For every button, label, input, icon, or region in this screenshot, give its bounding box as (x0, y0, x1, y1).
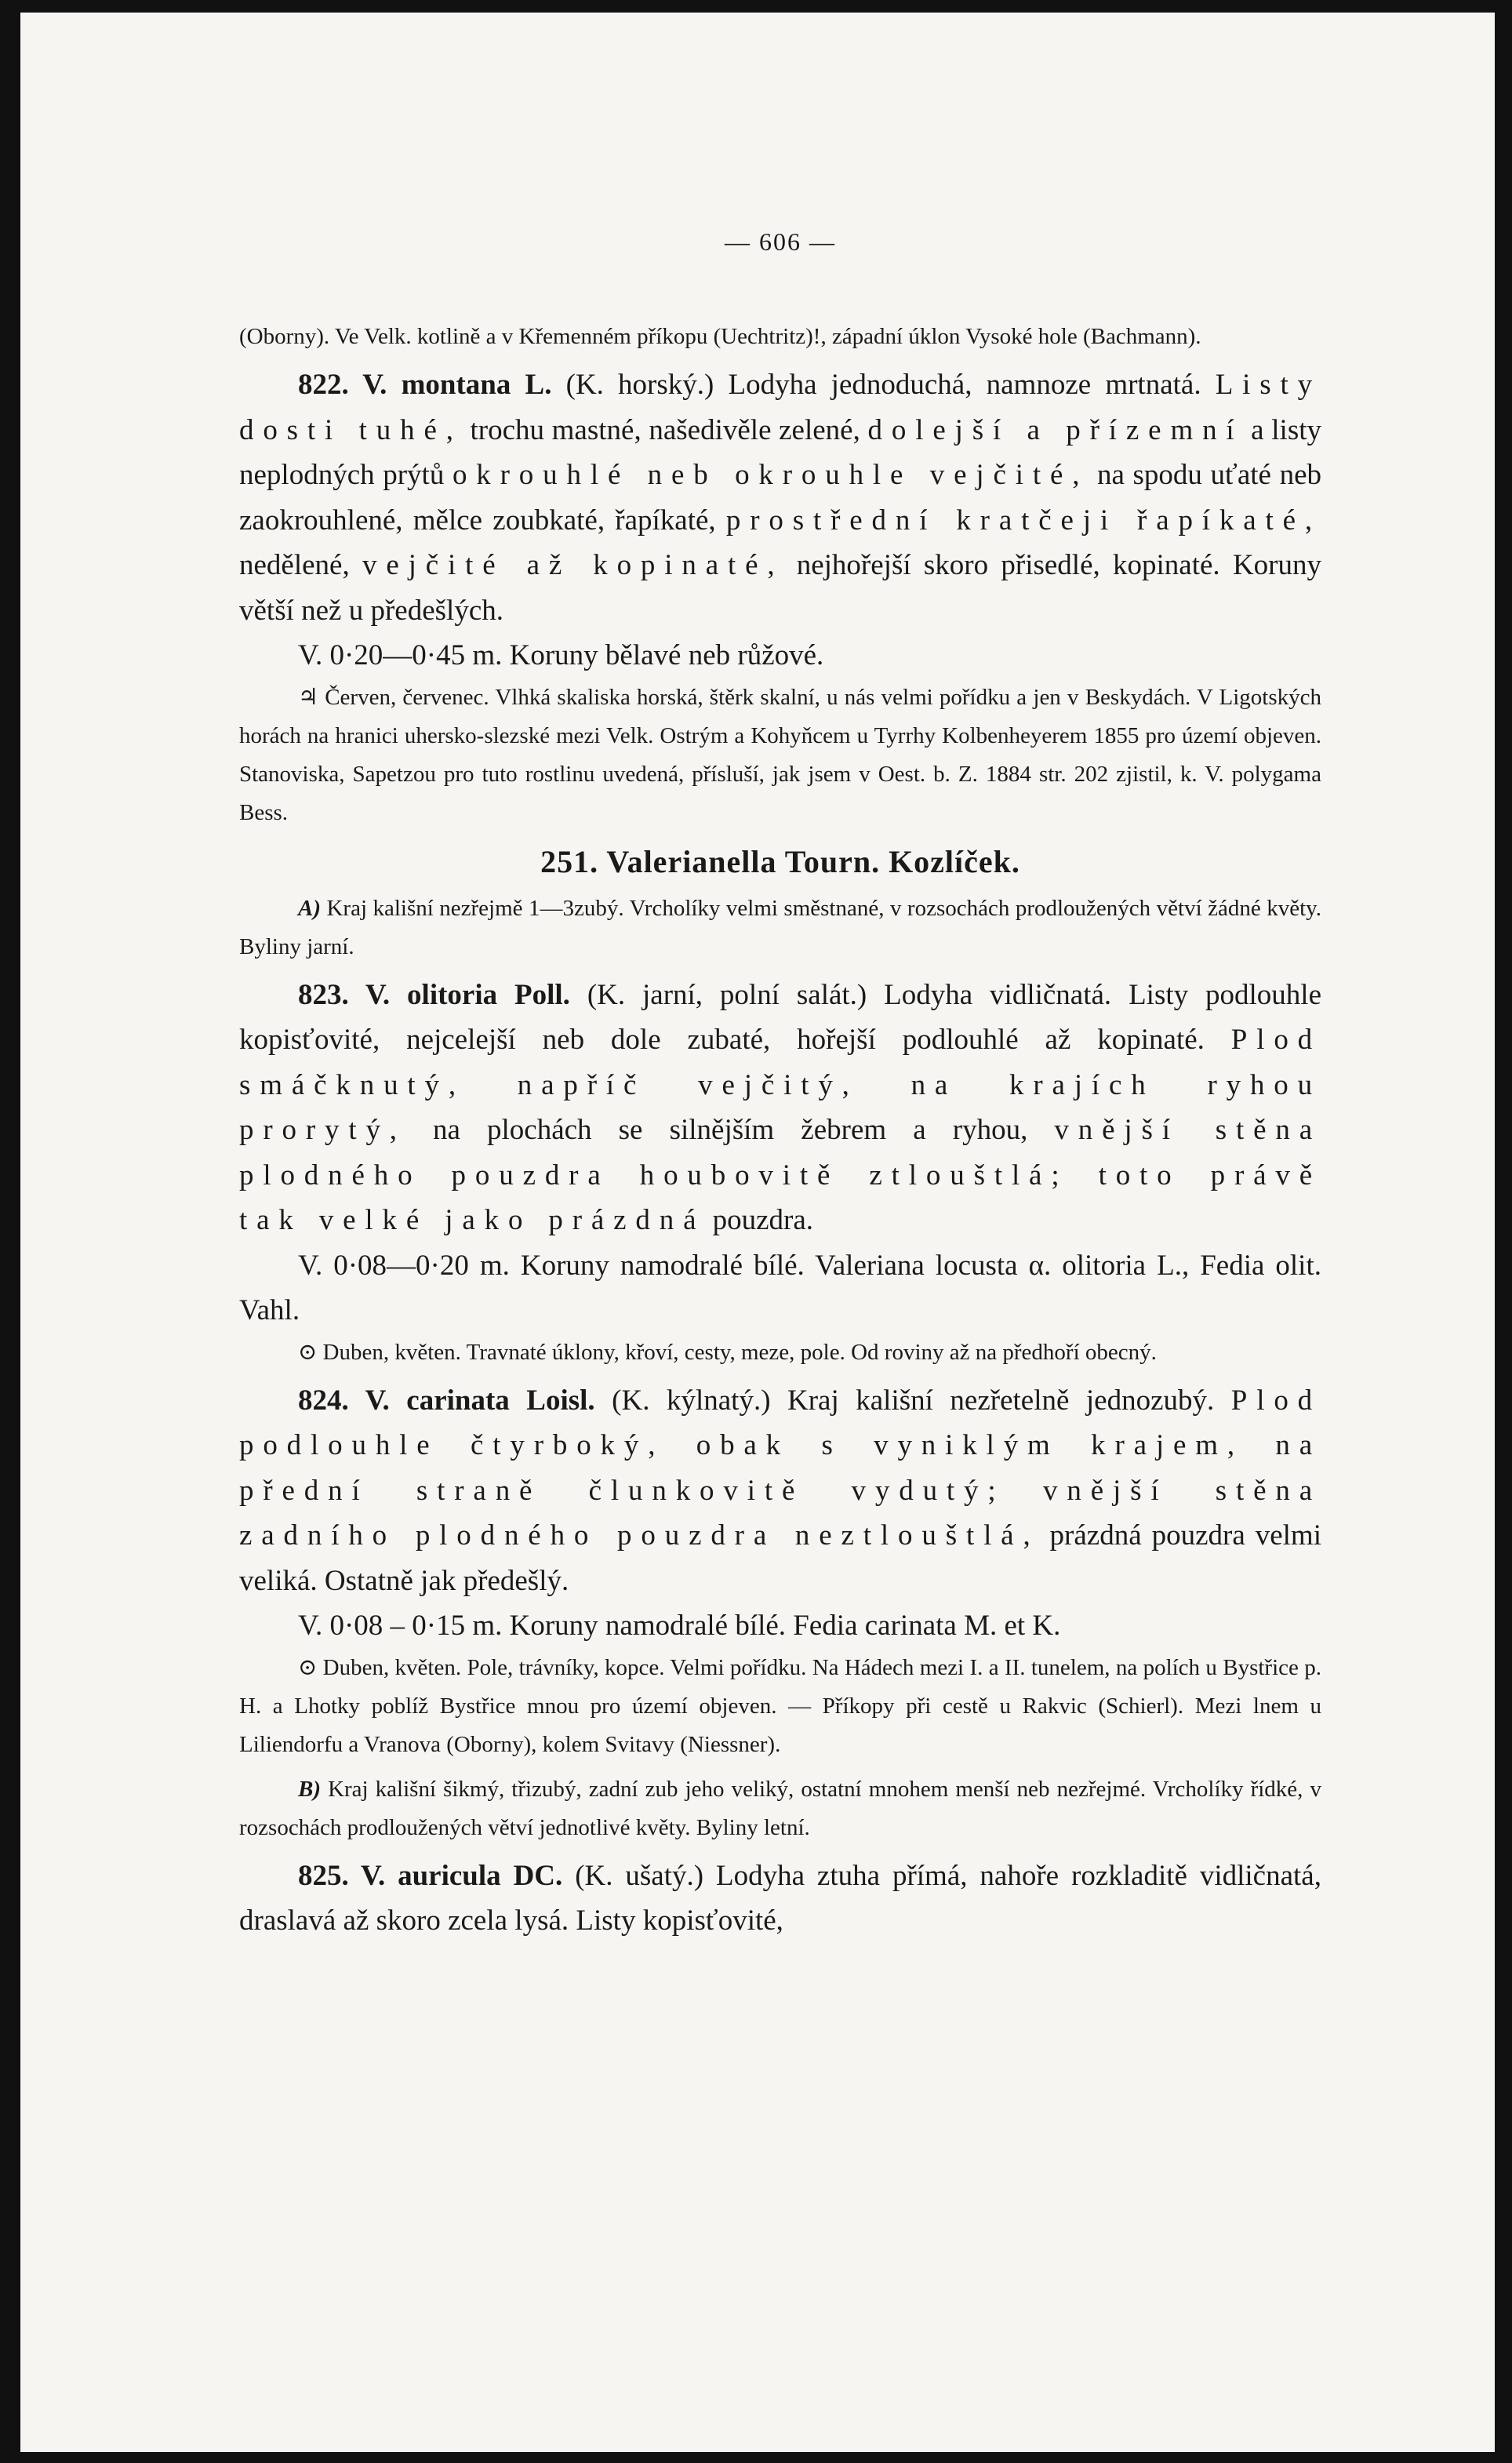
page-text (239, 227, 1321, 1944)
entry-823-spaced-1: Plod smáčknutý, napříč vejčitý, na krajích ryhou prorytý, (239, 1024, 1321, 1146)
entry-824-spaced-2: vnější stěna zadního plodného pouzdra neztlouštlá, (239, 1474, 1322, 1552)
entry-824-description (239, 1378, 1321, 1604)
entry-824-czech: (K. kýlnatý.) Kraj kališní nezřetelně jednozubý. (594, 1384, 1231, 1417)
entry-822-size: V. 0·20—0·45 m. Koruny bělavé neb růžové. (298, 639, 824, 671)
section-b-text: Kraj kališní šikmý, třizubý, zadní zub jeho veliký, ostatní mnohem menší neb nezřejmé. Vrcholíky řídké, v rozsochách prodloužených větví jednotlivé květy. Byliny letní. (239, 1776, 1321, 1840)
entry-822-spaced-4: prostřední kratčeji řapíkaté, (725, 504, 1321, 537)
scan-edge-left (0, 0, 20, 2463)
section-a-label: A) (298, 895, 321, 921)
section-a-text: Kraj kališní nezřejmě 1—3zubý. Vrcholíky velmi směstnané, v rozsochách prodloužených větví žádné květy. Byliny jarní. (239, 895, 1321, 959)
entry-822-text-2: a listy neplodných prýtů (239, 413, 1321, 491)
entry-822-text-4: nedělené, (239, 549, 362, 581)
page-number: — 606 — (725, 227, 836, 256)
genus-251-heading: 251. Valerianella Tourn. Kozlíček. (540, 843, 1020, 879)
entry-824-size: V. 0·08 – 0·15 m. Koruny namodralé bílé. Fedia carinata M. et K. (298, 1610, 1061, 1642)
entry-823-spaced-2: vnější stěna plodného pouzdra houbovitě ztlouštlá; toto právě tak velké jako prázdná (239, 1114, 1321, 1236)
entry-823-size: V. 0·08—0·20 m. Koruny namodralé bílé. Valeriana locusta α. olitoria L., Fedia olit. Vahl. (239, 1249, 1321, 1326)
entry-823-title: 823. V. olitoria Poll. (298, 978, 570, 1011)
scan-edge-top (0, 0, 1512, 13)
section-b-label: B) (298, 1776, 321, 1802)
entry-822-spaced-2: dolejší a přízemní (867, 413, 1244, 446)
scan-edge-right (1495, 0, 1512, 2463)
entry-825-description (239, 1854, 1321, 1944)
entry-824-title: 824. V. carinata Loisl. (298, 1384, 595, 1417)
entry-822-text-1: trochu mastné, našedivěle zelené, (462, 413, 868, 446)
entry-822-text-5: nejhořejší skoro přisedlé, kopinaté. Koruny větší než u předešlých. (239, 549, 1321, 627)
entry-823-locality: ⊙ Duben, květen. Travnaté úklony, křoví, cesty, meze, pole. Od roviny až na předhoří obecný. (298, 1339, 1157, 1365)
section-a-paragraph (239, 890, 1321, 966)
scan-edge-bottom (0, 2452, 1512, 2463)
entry-825-czech: (K. ušatý.) Lodyha ztuha přímá, nahoře rozkladitě vidličnatá, draslavá až skoro zcela lysá. Listy kopisťovité, (239, 1859, 1321, 1937)
entry-823-text-2: pouzdra. (705, 1204, 814, 1236)
entry-824-spaced-1: Plod podlouhle čtyrboký, obak s vyniklým krajem, na přední straně člunkovitě vydutý; (239, 1384, 1321, 1507)
entry-824-text-1 (1005, 1475, 1044, 1507)
entry-822-title: 822. V. montana L. (298, 369, 552, 401)
entry-822-czech: (K. horský.) Lodyha jednoduchá, namnoze mrtnatá. (551, 369, 1216, 401)
entry-822-text-3: na spodu uťaté neb zaokrouhlené, mělce zoubkaté, řapíkaté, (239, 459, 1321, 537)
entry-823-text-1: na plochách se silnějším žebrem a ryhou, (405, 1114, 1055, 1146)
intro-paragraph: (Oborny). Ve Velk. kotlině a v Křemenném příkopu (Uechtritz)!, západní úklon Vysoké hole (Bachmann). (239, 324, 1201, 349)
entry-823-description (239, 973, 1321, 1243)
entry-822-spaced-1: Listy dosti tuhé, (239, 369, 1321, 446)
entry-822-locality: ♃ Červen, červenec. Vlhká skaliska horská, štěrk skalní, u nás velmi pořídku a jen v Beskydách. V Ligotských horách na hranici uhersko-slezské mezi Velk. Ostrým a Kohyňcem u Tyrrhy Kolbenheyerem 1855 pro území objeven. Stanoviska, Sapetzou pro tuto rostlinu uvedená, přísluší, jak jsem v Oest. b. Z. 1884 str. 202 zjistil, k. V. polygama Bess. (239, 684, 1321, 825)
entry-823-czech: (K. jarní, polní salát.) Lodyha vidličnatá. Listy podlouhle kopisťovité, nejcelejší neb dole zubaté, hořejší podlouhlé až kopinaté. (239, 978, 1321, 1056)
entry-822-spaced-3: okrouhlé neb okrouhle vejčité, (452, 459, 1089, 491)
entry-825-title: 825. V. auricula DC. (298, 1859, 563, 1892)
entry-824-text-2: prázdná pouzdra velmi veliká. Ostatně jak předešlý. (239, 1519, 1321, 1597)
section-b-paragraph (239, 1770, 1321, 1847)
entry-824-locality: ⊙ Duben, květen. Pole, trávníky, kopce. Velmi pořídku. Na Hádech mezi I. a II. tunelem, na polích u Bystřice p. H. a Lhotky poblíž Bystřice mnou pro území objeven. — Příkopy při cestě u Rakvic (Schierl). Mezi lnem u Liliendorfu a Vranova (Oborny), kolem Svitavy (Niessner). (239, 1654, 1321, 1757)
entry-822-spaced-5: vejčité až kopinaté, (362, 549, 784, 581)
entry-822-description (239, 362, 1321, 633)
